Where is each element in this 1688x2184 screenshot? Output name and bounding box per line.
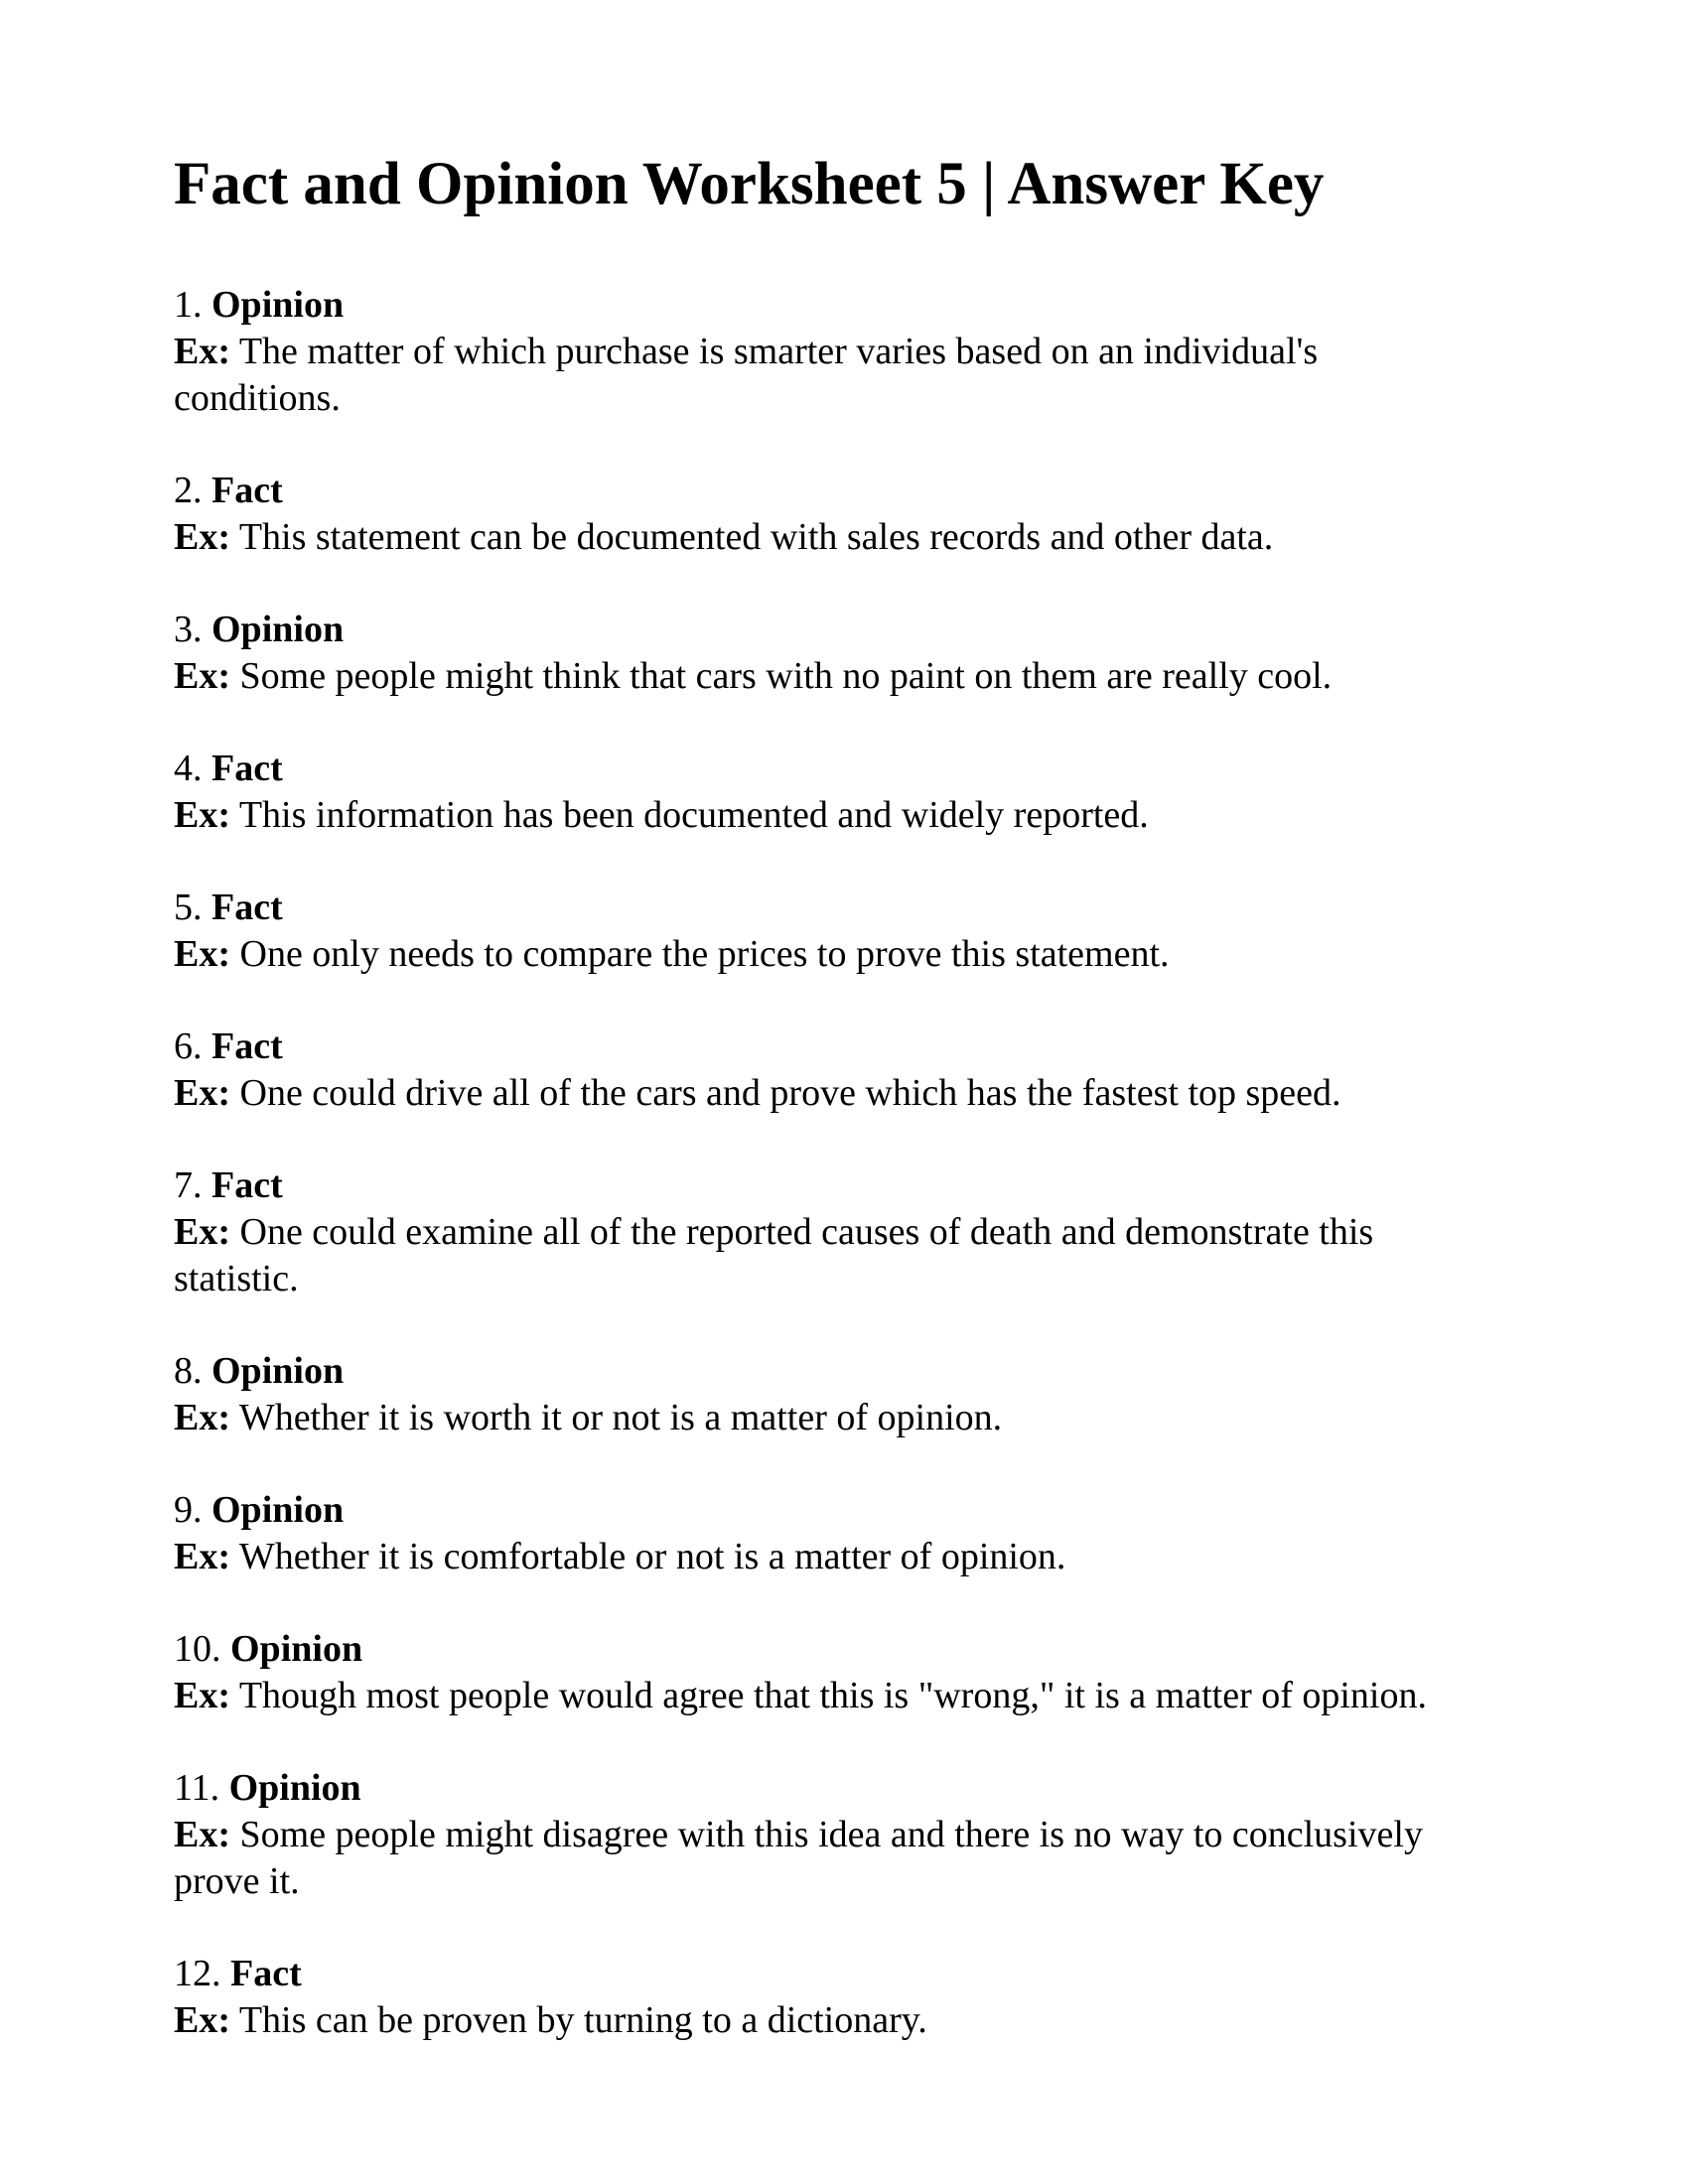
answer-explanation xyxy=(174,1812,1445,1905)
ex-text: This statement can be documented with sales records and other data. xyxy=(238,516,1274,559)
answer-label: Fact xyxy=(211,887,283,929)
ex-text: One only needs to compare the prices to prove this statement. xyxy=(239,933,1170,976)
ex-prefix: Ex: xyxy=(174,1072,230,1115)
answer-item xyxy=(174,1024,1445,1117)
ex-prefix: Ex: xyxy=(174,933,230,976)
ex-text: Though most people would agree that this is "wrong," it is a matter of opinion. xyxy=(238,1675,1427,1717)
answer-key-list xyxy=(174,218,1445,2044)
answer-heading xyxy=(174,885,1445,931)
ex-text: Some people might think that cars with no paint on them are really cool. xyxy=(239,655,1333,698)
answer-explanation xyxy=(174,1209,1445,1302)
answer-label: Fact xyxy=(211,1164,283,1207)
answer-heading xyxy=(174,1626,1445,1673)
answer-number: 3. xyxy=(174,609,203,651)
answer-label: Opinion xyxy=(211,284,345,327)
answer-heading xyxy=(174,282,1445,329)
answer-label: Fact xyxy=(211,470,283,512)
ex-text: Some people might disagree with this idea and there is no way to conclusively prove it. xyxy=(174,1814,1423,1903)
answer-item xyxy=(174,746,1445,839)
answer-heading xyxy=(174,1348,1445,1395)
ex-text: One could drive all of the cars and prove which has the fastest top speed. xyxy=(239,1072,1341,1115)
answer-number: 5. xyxy=(174,887,203,929)
ex-text: This information has been documented and widely reported. xyxy=(238,794,1149,837)
answer-item xyxy=(174,1765,1445,1905)
answer-label: Opinion xyxy=(230,1628,363,1671)
answer-item xyxy=(174,885,1445,978)
answer-number: 1. xyxy=(174,284,203,327)
answer-explanation xyxy=(174,792,1445,839)
answer-label: Fact xyxy=(230,1953,302,1995)
answer-explanation xyxy=(174,1395,1445,1441)
answer-item xyxy=(174,607,1445,700)
ex-prefix: Ex: xyxy=(174,1536,230,1578)
answer-explanation xyxy=(174,653,1445,700)
answer-heading xyxy=(174,1951,1445,1997)
answer-number: 11. xyxy=(174,1767,220,1810)
answer-item xyxy=(174,282,1445,422)
ex-prefix: Ex: xyxy=(174,1397,230,1439)
answer-item xyxy=(174,1487,1445,1580)
ex-prefix: Ex: xyxy=(174,794,230,837)
answer-explanation xyxy=(174,329,1445,422)
answer-number: 12. xyxy=(174,1953,221,1995)
answer-label: Opinion xyxy=(211,609,345,651)
ex-text: One could examine all of the reported causes of death and demonstrate this statistic. xyxy=(174,1211,1374,1300)
answer-number: 6. xyxy=(174,1025,203,1068)
answer-item xyxy=(174,1626,1445,1719)
answer-explanation xyxy=(174,514,1445,561)
ex-text: Whether it is worth it or not is a matter of opinion. xyxy=(238,1397,1003,1439)
answer-label: Opinion xyxy=(211,1489,345,1532)
ex-prefix: Ex: xyxy=(174,1999,230,2042)
answer-item xyxy=(174,468,1445,561)
ex-text: Whether it is comfortable or not is a matter of opinion. xyxy=(238,1536,1066,1578)
answer-item xyxy=(174,1951,1445,2044)
answer-label: Opinion xyxy=(228,1767,361,1810)
ex-prefix: Ex: xyxy=(174,655,230,698)
answer-explanation xyxy=(174,931,1445,978)
answer-label: Fact xyxy=(211,1025,283,1068)
answer-number: 7. xyxy=(174,1164,203,1207)
answer-heading xyxy=(174,1162,1445,1209)
answer-label: Fact xyxy=(211,748,283,790)
answer-heading xyxy=(174,1024,1445,1070)
answer-number: 9. xyxy=(174,1489,203,1532)
ex-text: The matter of which purchase is smarter varies based on an individual's conditions. xyxy=(174,331,1319,420)
answer-heading xyxy=(174,1765,1445,1812)
answer-number: 2. xyxy=(174,470,203,512)
ex-text: This can be proven by turning to a dictionary. xyxy=(238,1999,927,2042)
answer-item xyxy=(174,1162,1445,1302)
answer-explanation xyxy=(174,1534,1445,1580)
ex-prefix: Ex: xyxy=(174,1814,230,1856)
answer-number: 8. xyxy=(174,1350,203,1393)
ex-prefix: Ex: xyxy=(174,1211,230,1254)
answer-number: 10. xyxy=(174,1628,221,1671)
answer-label: Opinion xyxy=(211,1350,345,1393)
answer-explanation xyxy=(174,1070,1445,1117)
page-content xyxy=(174,0,1445,2090)
answer-heading xyxy=(174,468,1445,514)
answer-heading xyxy=(174,1487,1445,1534)
answer-explanation xyxy=(174,1997,1445,2044)
ex-prefix: Ex: xyxy=(174,516,230,559)
answer-explanation xyxy=(174,1673,1445,1719)
answer-heading xyxy=(174,607,1445,653)
ex-prefix: Ex: xyxy=(174,1675,230,1717)
page-title: Fact and Opinion Worksheet 5 | Answer Key xyxy=(174,151,1325,217)
ex-prefix: Ex: xyxy=(174,331,230,373)
answer-number: 4. xyxy=(174,748,203,790)
answer-heading xyxy=(174,746,1445,792)
answer-item xyxy=(174,1348,1445,1441)
